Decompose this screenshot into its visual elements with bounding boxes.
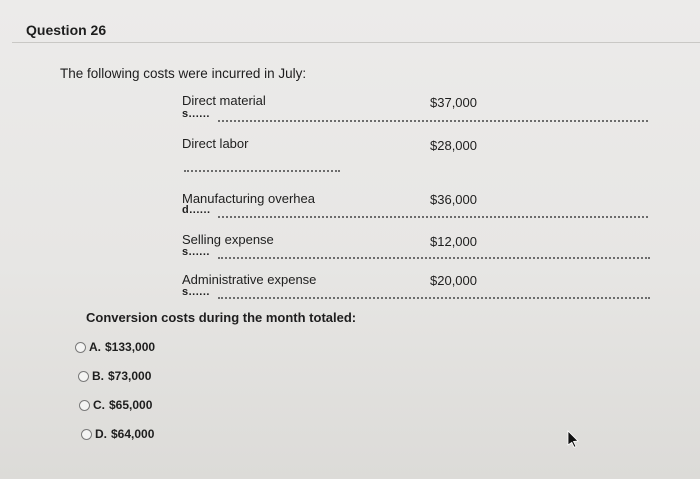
dotted-leader — [218, 120, 648, 122]
radio-button-icon[interactable] — [79, 400, 90, 411]
radio-button-icon[interactable] — [78, 371, 89, 382]
cost-amount-direct-material: $37,000 — [430, 95, 477, 110]
option-value: $65,000 — [109, 398, 153, 412]
option-letter: D. — [95, 427, 107, 441]
answer-option-c[interactable] — [79, 397, 152, 413]
cost-label-administrative-expense: Administrative expense — [182, 272, 317, 287]
option-value: $133,000 — [105, 340, 156, 354]
radio-button-icon[interactable] — [81, 429, 92, 440]
question-intro: The following costs were incurred in July: — [60, 66, 307, 81]
answer-option-b[interactable] — [78, 368, 151, 384]
option-value: $73,000 — [108, 369, 152, 383]
header-divider — [12, 42, 700, 43]
cost-label-direct-labor: Direct labor — [182, 136, 249, 151]
cost-continuation-administrative-expense: s...... — [182, 286, 210, 298]
option-letter: B. — [92, 369, 104, 383]
question-prompt: Conversion costs during the month totaled: — [86, 310, 357, 325]
cost-label-selling-expense: Selling expense — [182, 232, 274, 247]
dotted-leader — [218, 297, 650, 299]
cost-amount-selling-expense: $12,000 — [430, 234, 477, 249]
option-letter: A. — [89, 340, 101, 354]
cost-amount-direct-labor: $28,000 — [430, 138, 477, 153]
cost-amount-manufacturing-overhead: $36,000 — [430, 192, 477, 207]
cost-continuation-manufacturing-overhead: d...... — [182, 204, 211, 216]
radio-button-icon[interactable] — [75, 342, 86, 353]
cost-continuation-direct-material: s...... — [182, 108, 210, 120]
cost-continuation-selling-expense: s...... — [182, 246, 210, 258]
dotted-leader — [218, 257, 650, 259]
answer-option-a[interactable] — [75, 339, 155, 355]
cursor-arrow-icon — [566, 430, 580, 448]
cost-label-manufacturing-overhead: Manufacturing overhea — [182, 191, 315, 206]
option-value: $64,000 — [111, 427, 155, 441]
dotted-leader — [184, 170, 340, 172]
option-letter: C. — [93, 398, 105, 412]
cost-amount-administrative-expense: $20,000 — [430, 273, 477, 288]
question-title: Question 26 — [26, 22, 107, 38]
cost-label-direct-material: Direct material — [182, 93, 266, 108]
dotted-leader — [218, 216, 648, 218]
answer-option-d[interactable] — [81, 426, 154, 442]
